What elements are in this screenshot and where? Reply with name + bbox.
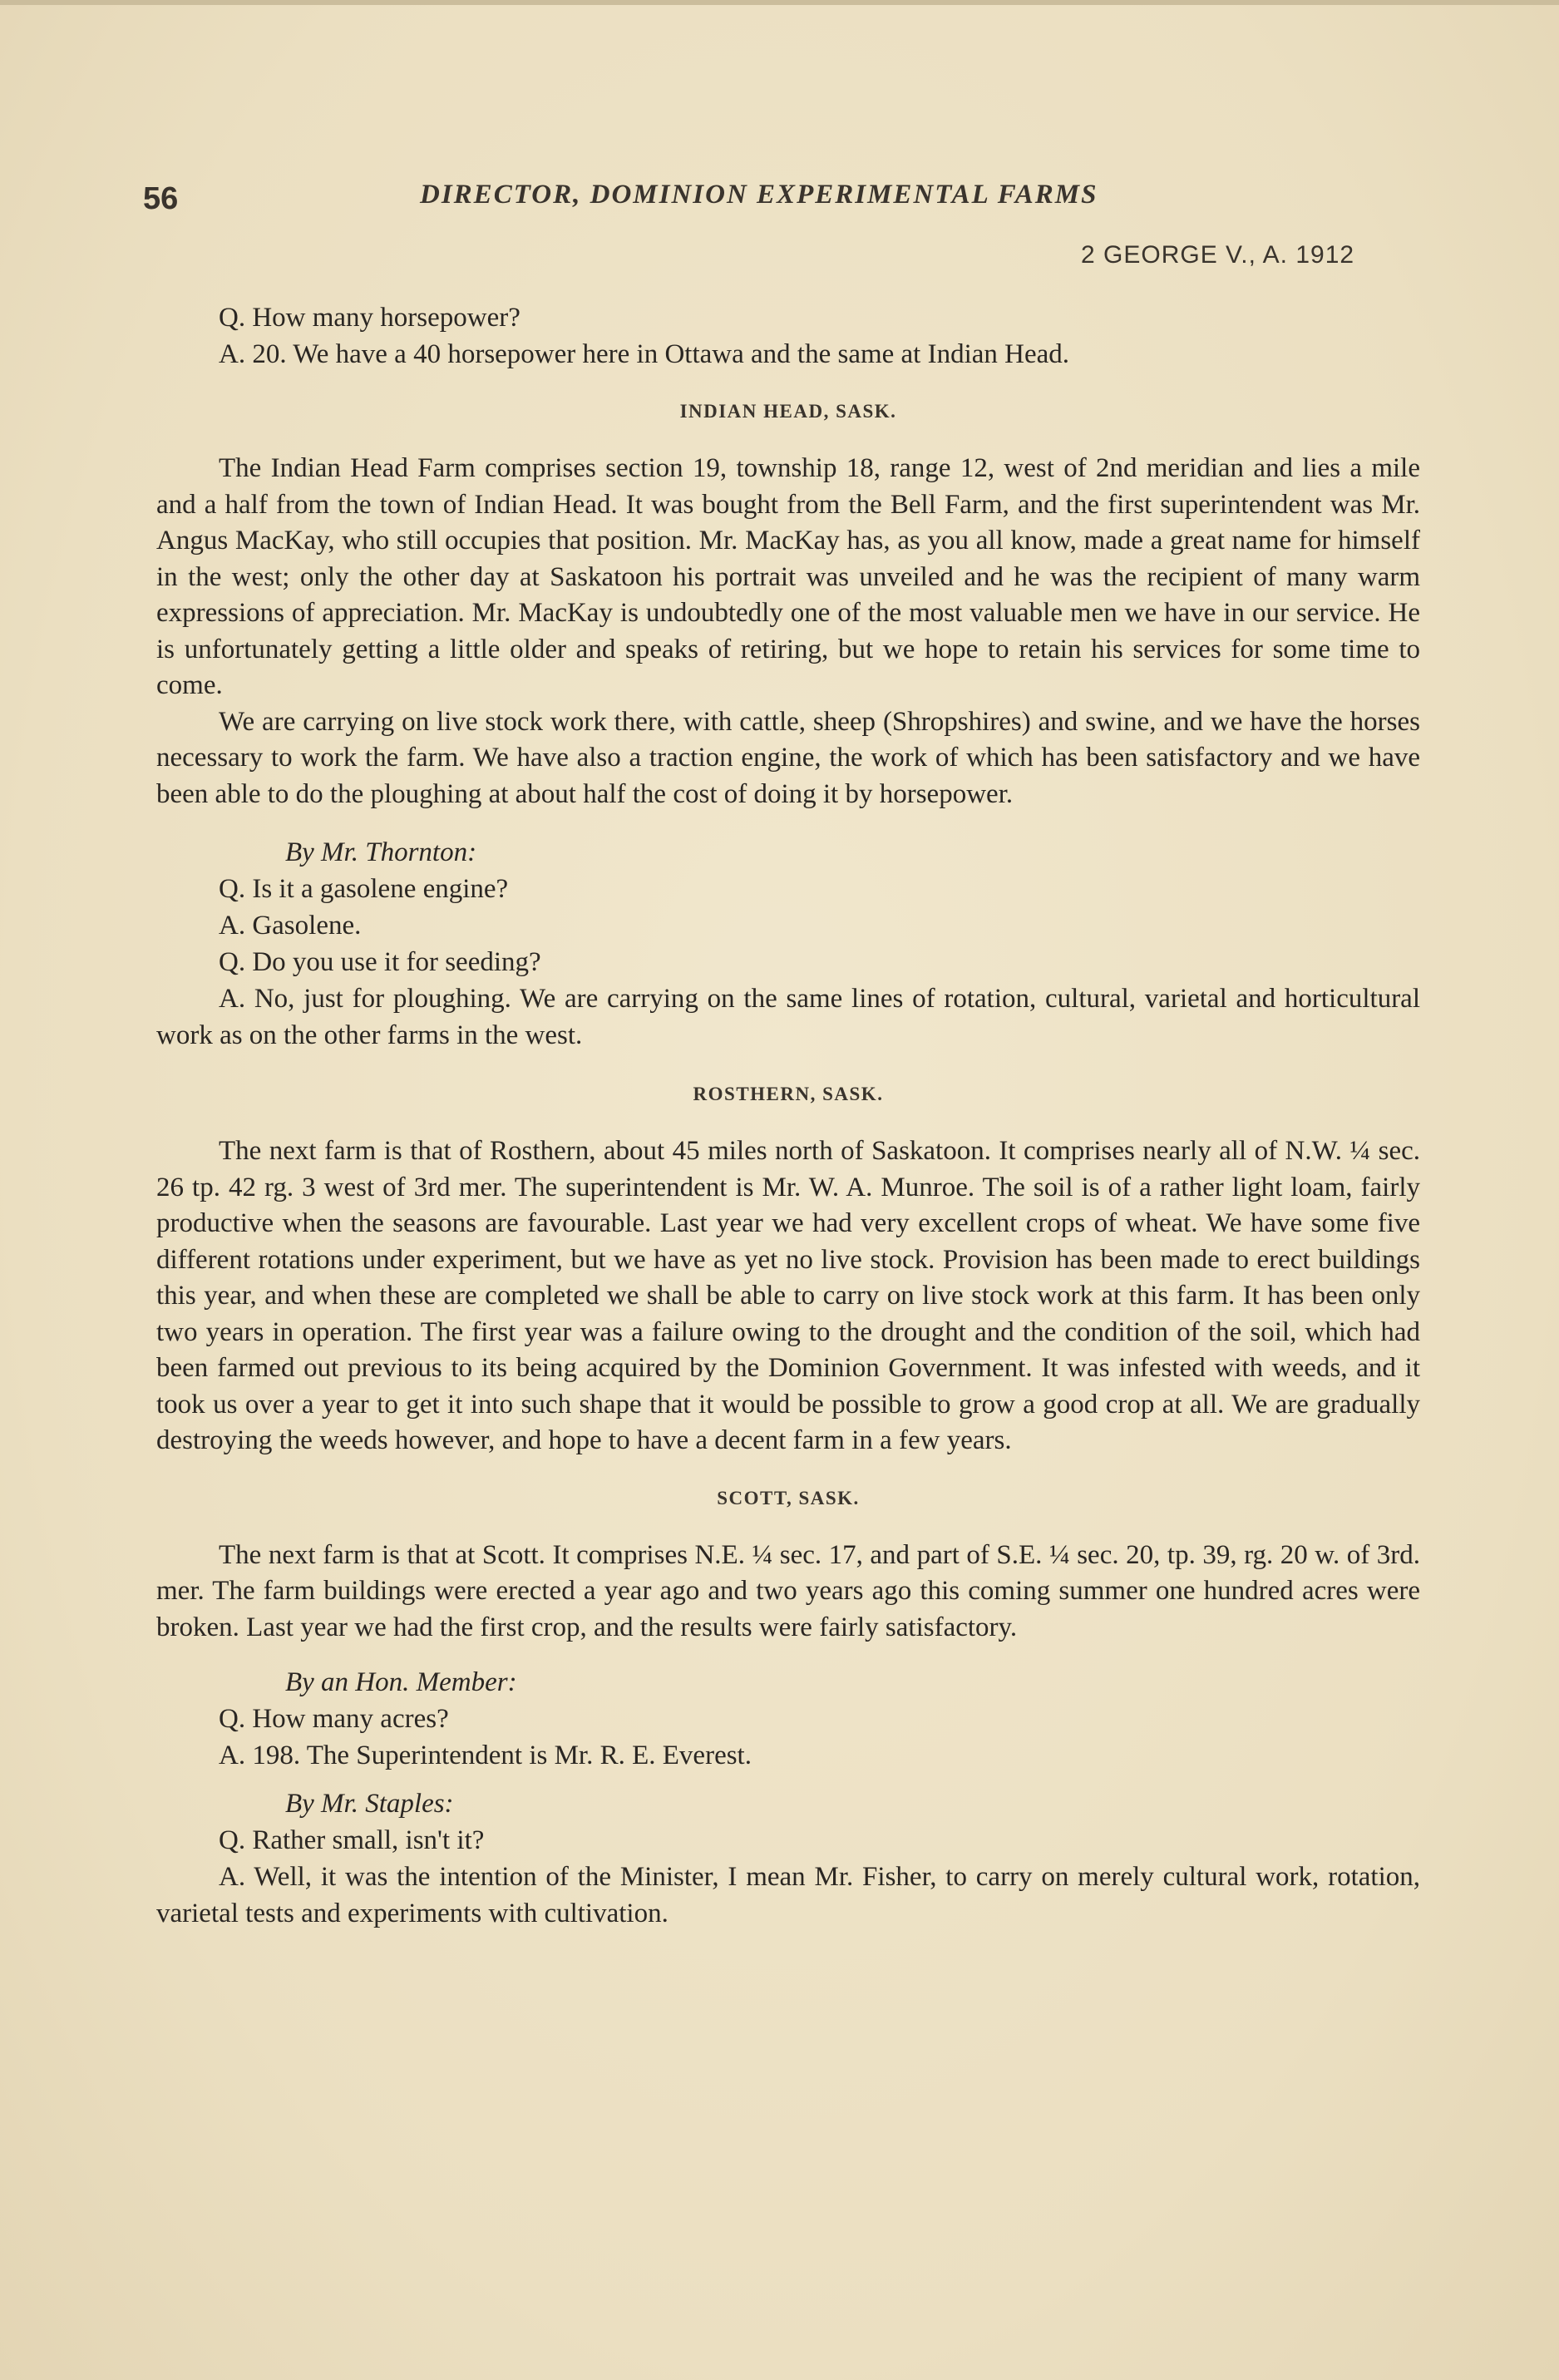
paragraph: The next farm is that at Scott. It comprises N.E. ¼ sec. 17, and part of S.E. ¼ sec. 20, tp. 39, rg. 20 w. of 3rd. mer. The farm buildings were erected a year ago and two years ago this coming summer one hundred acres were broken. Last year we had the first crop, and the results were fairly satisfactory. [156, 1539, 1420, 1642]
speaker-label: By an Hon. Member: [285, 1667, 517, 1697]
section-heading-rosthern: ROSTHERN, SASK. [693, 1084, 884, 1104]
answer: A. 20. We have a 40 horsepower here in Ottawa and the same at Indian Head. [219, 339, 1070, 369]
question: Q. Rather small, isn't it? [219, 1825, 485, 1855]
answer: A. 198. The Superintendent is Mr. R. E. Everest. [219, 1741, 752, 1770]
session-line: 2 GEORGE V., A. 1912 [1081, 241, 1355, 269]
question: Q. How many acres? [219, 1704, 449, 1734]
question: Q. How many horsepower? [219, 303, 520, 333]
answer: A. No, just for ploughing. We are carrying on the same lines of rotation, cultural, varietal and horticultural work as on the other farms in the west. [156, 984, 1420, 1050]
paragraph: We are carrying on live stock work there, with cattle, sheep (Shropshires) and swine, and we have the horses necessary to work the farm. We have also a traction engine, the work of which has been satisfactory and we have been able to do the ploughing at about half the cost of doing it by horsepower. [156, 706, 1420, 809]
question: Q. Is it a gasolene engine? [219, 874, 509, 904]
running-title: DIRECTOR, DOMINION EXPERIMENTAL FARMS [420, 180, 1098, 210]
paragraph: The next farm is that of Rosthern, about 45 miles north of Saskatoon. It comprises nearly all of N.W. ¼ sec. 26 tp. 42 rg. 3 west of 3rd mer. The superintendent is Mr. W. A. Munroe. The soil is of a rather light loam, fairly productive when the seasons are favourable. Last year we had very excellent crops of wheat. We have some five different rotations under experiment, but we have as yet no live stock. Provision has been made to erect buildings this year, and when these are completed we shall be able to carry on live stock work at this farm. It has been only two years in operation. The first year was a failure owing to the drought and the condition of the soil, which had been farmed out previous to its being acquired by the Dominion Government. It was infested with weeds, and it took us over a year to get it into such shape that it would be possible to grow a good crop at all. We are gradually destroying the weeds however, and hope to have a decent farm in a few years. [156, 1136, 1420, 1455]
section-heading-indian-head: INDIAN HEAD, SASK. [679, 401, 897, 422]
paragraph: The Indian Head Farm comprises section 19, township 18, range 12, west of 2nd meridian and lies a mile and a half from the town of Indian Head. It was bought from the Bell Farm, and the first superintendent was Mr. Angus MacKay, who still occupies that position. Mr. MacKay has, as you all know, made a great name for himself in the west; only the other day at Saskatoon his portrait was unveiled and he was the recipient of many warm expressions of appreciation. Mr. MacKay is undoubtedly one of the most valuable men we have in our service. He is unfortunately getting a little older and speaks of retiring, but we hope to retain his services for some time to come. [156, 453, 1420, 700]
page-number: 56 [143, 181, 179, 216]
speaker-label: By Mr. Staples: [285, 1789, 454, 1819]
section-heading-scott: SCOTT, SASK. [717, 1487, 860, 1508]
answer: A. Gasolene. [219, 911, 362, 941]
page-edge [0, 0, 1559, 5]
answer: A. Well, it was the intention of the Minister, I mean Mr. Fisher, to carry on merely cultural work, rotation, varietal tests and experiments with cultivation. [156, 1862, 1420, 1928]
speaker-label: By Mr. Thornton: [285, 837, 477, 867]
question: Q. Do you use it for seeding? [219, 947, 541, 977]
document-body [156, 299, 1420, 1932]
